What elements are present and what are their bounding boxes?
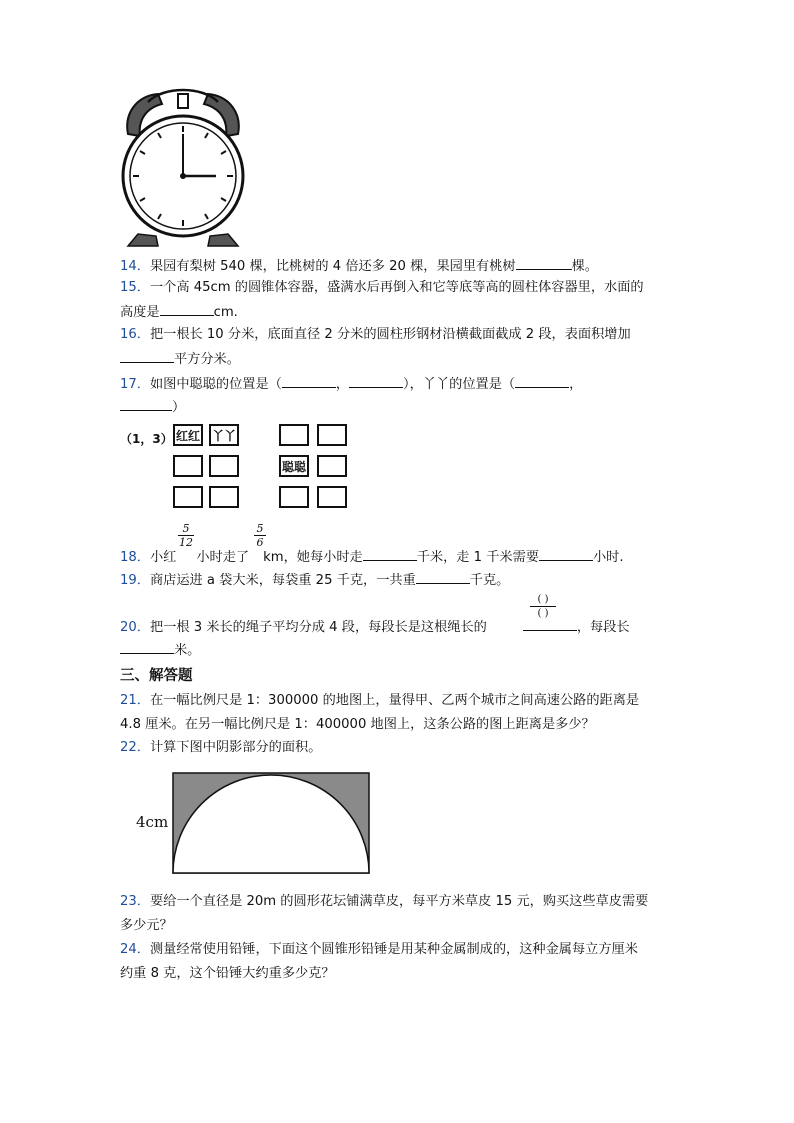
question-number: 21． [120, 693, 150, 708]
question-15-line2 [120, 302, 238, 322]
question-text: 4.8 厘米。在另一幅比例尺是 1：400000 地图上，这条公路的图上距离是多少？ [120, 717, 595, 732]
section-heading: 三、解答题 [120, 668, 193, 684]
question-text: km，她每小时走 [263, 550, 363, 565]
answer-blank[interactable] [539, 547, 593, 561]
question-21-line2 [120, 716, 595, 734]
question-21 [120, 692, 639, 710]
shaded-area-figure [172, 772, 370, 874]
question-text: ，每段长 [576, 620, 630, 635]
fraction-denominator: 6 [256, 536, 264, 549]
fraction-numerator: 5 [254, 522, 266, 536]
question-text: 平方分米。 [174, 352, 240, 367]
question-text: 小红 [149, 550, 177, 565]
fraction-5-6 [254, 522, 266, 549]
question-20 [120, 617, 630, 637]
answer-blank[interactable] [515, 374, 569, 388]
comma: ， [335, 377, 350, 392]
answer-blank[interactable] [523, 617, 577, 631]
question-text: 计算下图中阴影部分的面积。 [149, 740, 322, 755]
figure-height-label: 4cm [136, 813, 169, 831]
question-text: 小时. [592, 550, 624, 565]
grid-cell [173, 486, 203, 508]
answer-blank[interactable] [120, 349, 174, 363]
cell-label: 丫丫 [211, 428, 236, 443]
question-text: 千克。 [469, 573, 510, 588]
question-text: cm. [213, 305, 238, 320]
question-17 [120, 374, 582, 394]
grid-cell-yaya [209, 424, 239, 446]
grid-cell [317, 455, 347, 477]
cell-label: 红红 [175, 428, 200, 443]
question-number: 14． [120, 259, 150, 274]
question-number: 24． [120, 942, 150, 957]
question-22 [120, 739, 321, 757]
left-leg [128, 234, 158, 246]
question-text: 米。 [174, 643, 201, 658]
question-text: 果园有梨树 540 棵，比桃树的 4 倍还多 20 棵，果园里有桃树 [149, 259, 516, 274]
question-number: 16． [120, 327, 150, 342]
question-text: 商店运进 a 袋大米，每袋重 25 千克，一共重 [149, 573, 416, 588]
question-text: 棵。 [571, 259, 598, 274]
answer-blank[interactable] [363, 547, 417, 561]
fraction-blank [530, 593, 556, 620]
answer-blank[interactable] [120, 640, 174, 654]
grid-cell [279, 486, 309, 508]
question-14 [120, 256, 598, 276]
question-text: 在一幅比例尺是 1：300000 的地图上，量得甲、乙两个城市之间高速公路的距离是 [149, 693, 640, 708]
grid-cell [209, 486, 239, 508]
question-17-line2 [120, 397, 185, 417]
question-18 [120, 547, 624, 567]
question-23 [120, 893, 648, 911]
question-text: 测量经常使用铅锤，下面这个圆锥形铅锤是用某种金属制成的，这种金属每立方厘米 [149, 942, 638, 957]
question-number: 23． [120, 894, 150, 909]
grid-cell [317, 424, 347, 446]
question-number: 22． [120, 740, 150, 755]
question-number: 17． [120, 377, 150, 392]
question-number: 19． [120, 573, 150, 588]
question-text: 要给一个直径是 20m 的圆形花坛铺满草皮，每平方米草皮 15 元，购买这些草皮需要 [149, 894, 649, 909]
answer-blank[interactable] [160, 302, 214, 316]
question-text: 一个高 45cm 的圆锥体容器，盛满水后再倒入和它等底等高的圆柱体容器里，水面的 [149, 280, 644, 295]
answer-blank[interactable] [120, 397, 172, 411]
fraction-numerator[interactable]: ( ) [530, 593, 556, 607]
question-text: 如图中聪聪的位置是（ [149, 377, 282, 392]
grid-cell-congcong [279, 455, 309, 477]
question-24-line2 [120, 965, 335, 983]
fraction-5-12 [178, 522, 194, 549]
grid-cell [173, 455, 203, 477]
answer-blank[interactable] [516, 256, 572, 270]
question-15 [120, 279, 644, 297]
answer-blank[interactable] [349, 374, 403, 388]
grid-cell [209, 455, 239, 477]
alarm-clock-figure [118, 84, 248, 250]
fraction-denominator[interactable]: ( ) [537, 608, 549, 619]
question-19 [120, 570, 509, 590]
question-text: 高度是 [120, 305, 160, 320]
question-number: 18． [120, 550, 150, 565]
question-text: 小时走了 [196, 550, 250, 565]
question-number: 20． [120, 620, 150, 635]
question-text: 把一根 3 米长的绳子平均分成 4 段，每段长是这根绳长的 [149, 620, 487, 635]
question-text: 多少元？ [120, 918, 173, 933]
fraction-denominator: 12 [179, 536, 193, 549]
question-20-line2 [120, 640, 200, 660]
question-16-line2 [120, 349, 240, 369]
answer-blank[interactable] [282, 374, 336, 388]
right-leg [208, 234, 238, 246]
question-24 [120, 941, 638, 959]
question-23-line2 [120, 917, 173, 935]
question-text: 约重 8 克，这个铅锤大约重多少克？ [120, 966, 335, 981]
clock-center [180, 173, 186, 179]
question-text: ），丫丫的位置是（ [403, 377, 516, 392]
question-number: 15． [120, 280, 150, 295]
question-16 [120, 326, 631, 344]
comma: ， [569, 377, 583, 392]
grid-cell [279, 424, 309, 446]
answer-blank[interactable] [416, 570, 470, 584]
fraction-numerator: 5 [178, 522, 194, 536]
cell-label: 聪聪 [281, 459, 306, 474]
grid-coord-label: （1，3） [120, 432, 173, 446]
question-text: 千米，走 1 千米需要 [416, 550, 539, 565]
question-text: 把一根长 10 分米，底面直径 2 分米的圆柱形钢材沿横截面截成 2 段，表面积增加 [149, 327, 631, 342]
question-text: ） [172, 400, 186, 415]
grid-cell-honghong [173, 424, 203, 446]
clock-knob [178, 94, 188, 108]
grid-cell [317, 486, 347, 508]
